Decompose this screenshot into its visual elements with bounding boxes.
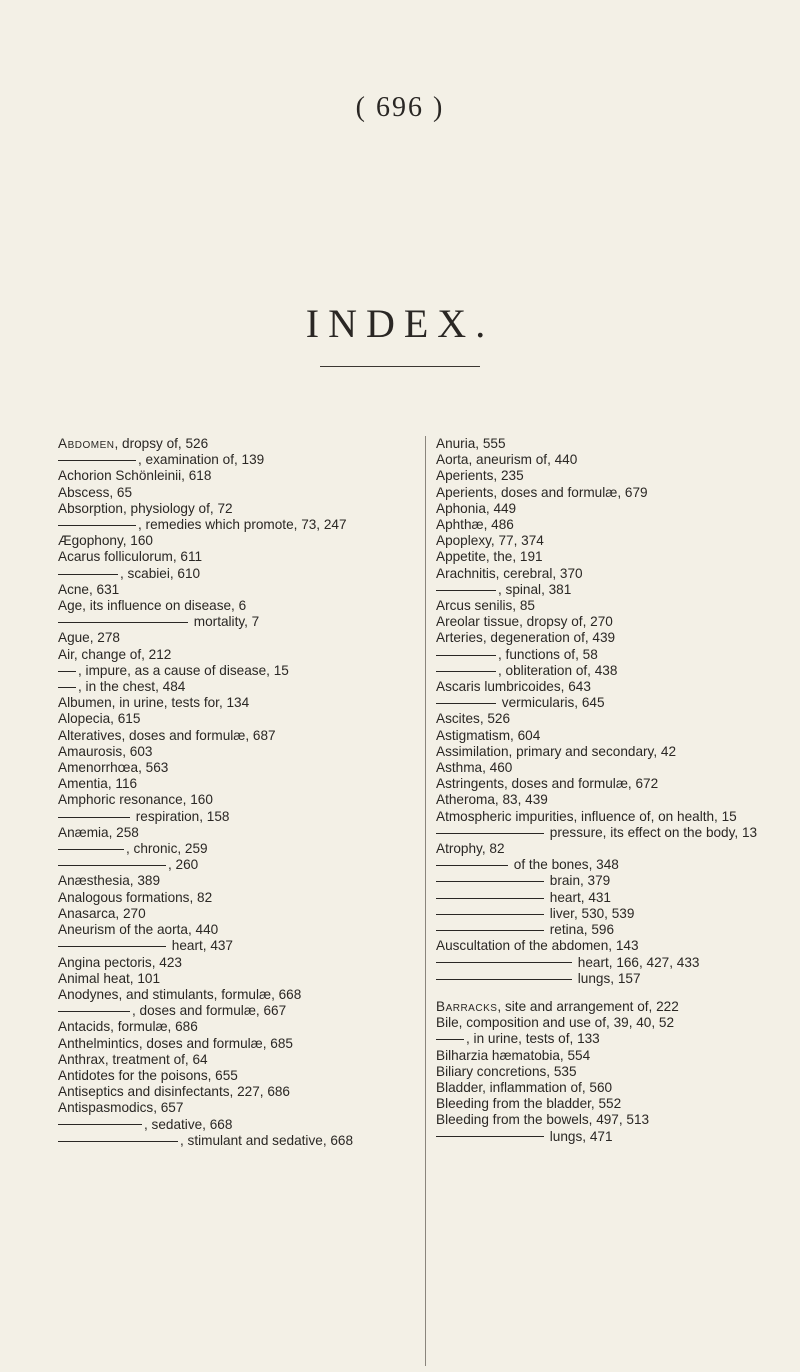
entry-text: Analogous formations, 82 [58, 889, 213, 905]
index-title: INDEX. [305, 301, 495, 346]
index-entry [58, 630, 412, 646]
entry-text: pressure, its effect on the body, 13 [546, 824, 758, 840]
entry-text: Aphthæ, 486 [436, 517, 514, 533]
entry-text: , scabiei, 610 [120, 565, 201, 581]
entry-text: mortality, 7 [190, 614, 260, 630]
entry-text: of the bones, 348 [510, 857, 619, 873]
index-entry [58, 468, 412, 484]
ditto-rule [58, 865, 166, 866]
ditto-rule [58, 460, 136, 461]
index-entry [436, 436, 776, 452]
entry-text: Anasarca, 270 [58, 905, 146, 921]
entry-text: , spinal, 381 [498, 581, 572, 597]
index-column-right [436, 436, 776, 1145]
index-entry [436, 468, 776, 484]
index-entry [58, 841, 412, 857]
index-entry [436, 566, 776, 582]
index-entry [58, 1084, 412, 1100]
index-entry [58, 452, 412, 468]
entry-text: Auscultation of the abdomen, 143 [436, 938, 639, 954]
entry-text: Amaurosis, 603 [58, 743, 153, 759]
ditto-rule [58, 1011, 130, 1012]
index-entry [436, 906, 776, 922]
index-entry [58, 776, 412, 792]
index-entry [436, 809, 776, 825]
entry-text: Anodynes, and stimulants, formulæ, 668 [58, 986, 302, 1002]
entry-text: Acne, 631 [58, 581, 120, 597]
entry-text: Antispasmodics, 657 [58, 1100, 184, 1116]
index-entry [436, 999, 776, 1015]
index-entry [58, 1052, 412, 1068]
entry-text: Arteries, degeneration of, 439 [436, 630, 616, 646]
ditto-rule [436, 979, 572, 980]
index-entry [58, 792, 412, 808]
ditto-rule [58, 671, 76, 672]
index-entry [436, 647, 776, 663]
entry-text: , site and arrangement of, 222 [497, 998, 679, 1014]
entry-text: Atrophy, 82 [436, 841, 505, 857]
entry-text: Age, its influence on disease, 6 [58, 598, 247, 614]
index-entry [436, 744, 776, 760]
entry-text: Amphoric resonance, 160 [58, 792, 213, 808]
entry-text: , in urine, tests of, 133 [466, 1031, 600, 1047]
entry-text: , obliteration of, 438 [498, 662, 618, 678]
title-rule [320, 366, 480, 367]
index-entry [436, 679, 776, 695]
section-gap [436, 987, 776, 999]
ditto-rule [436, 1039, 464, 1040]
entry-text: respiration, 158 [132, 808, 230, 824]
entry-text: Antacids, formulæ, 686 [58, 1019, 198, 1035]
entry-text: , sedative, 668 [144, 1116, 233, 1132]
ditto-rule [58, 1124, 142, 1125]
entry-text: Asthma, 460 [436, 760, 513, 776]
index-entry [436, 890, 776, 906]
entry-text: , dropsy of, 526 [114, 436, 209, 451]
ditto-rule [58, 622, 188, 623]
index-entry [58, 728, 412, 744]
index-entry [436, 922, 776, 938]
index-entry [58, 971, 412, 987]
entry-text: , 260 [168, 857, 199, 873]
index-entry [436, 1129, 776, 1145]
index-entry [436, 501, 776, 517]
entry-text: Astigmatism, 604 [436, 727, 541, 743]
entry-text: , remedies which promote, 73, 247 [138, 517, 347, 533]
entry-text: Anæmia, 258 [58, 824, 139, 840]
entry-text: , in the chest, 484 [78, 679, 186, 695]
entry-text: Assimilation, primary and secondary, 42 [436, 743, 677, 759]
index-entry [58, 614, 412, 630]
entry-text: Astringents, doses and formulæ, 672 [436, 776, 659, 792]
entry-text: Aorta, aneurism of, 440 [436, 452, 578, 468]
entry-text: Ægophony, 160 [58, 533, 153, 549]
index-entry [58, 679, 412, 695]
index-entry [436, 873, 776, 889]
index-entry [58, 906, 412, 922]
index-entry [436, 1031, 776, 1047]
entry-text: Animal heat, 101 [58, 970, 161, 986]
entry-text: brain, 379 [546, 873, 611, 889]
index-entry [58, 987, 412, 1003]
entry-heading: Abdomen [58, 436, 115, 451]
entry-text: Acarus folliculorum, 611 [58, 549, 203, 565]
ditto-rule [436, 590, 496, 591]
entry-text: Bile, composition and use of, 39, 40, 52 [436, 1015, 675, 1031]
index-entry [436, 517, 776, 533]
entry-text: Anæsthesia, 389 [58, 873, 161, 889]
index-entry [436, 728, 776, 744]
ditto-rule [436, 865, 508, 866]
index-entry [436, 533, 776, 549]
entry-text: Areolar tissue, dropsy of, 270 [436, 614, 613, 630]
ditto-rule [58, 946, 166, 947]
index-entry [436, 630, 776, 646]
entry-text: Bleeding from the bowels, 497, 513 [436, 1112, 650, 1128]
ditto-rule [436, 930, 544, 931]
index-entry [58, 436, 412, 452]
index-entry [58, 1117, 412, 1133]
index-entry [58, 938, 412, 954]
index-entry [58, 857, 412, 873]
entry-text: liver, 530, 539 [546, 905, 635, 921]
ditto-rule [58, 574, 118, 575]
ditto-rule [436, 833, 544, 834]
ditto-rule [436, 881, 544, 882]
entry-text: Appetite, the, 191 [436, 549, 543, 565]
index-entry [436, 1096, 776, 1112]
index-entry [58, 517, 412, 533]
entry-text: Bleeding from the bladder, 552 [436, 1096, 622, 1112]
entry-text: Alopecia, 615 [58, 711, 141, 727]
index-entry [436, 971, 776, 987]
ditto-rule [436, 671, 496, 672]
index-entry [436, 792, 776, 808]
index-entry [58, 1100, 412, 1116]
entry-text: Antiseptics and disinfectants, 227, 686 [58, 1084, 290, 1100]
entry-text: Abscess, 65 [58, 484, 133, 500]
index-entry [436, 938, 776, 954]
page-number: ( 696 ) [355, 92, 445, 123]
entry-heading: Barracks [436, 998, 498, 1014]
ditto-rule [436, 655, 496, 656]
entry-text: , doses and formulæ, 667 [132, 1003, 287, 1019]
index-entry [436, 695, 776, 711]
index-entry [436, 857, 776, 873]
entry-text: Apoplexy, 77, 374 [436, 533, 544, 549]
index-entry [436, 663, 776, 679]
index-entry [58, 582, 412, 598]
index-entry [436, 614, 776, 630]
entry-text: heart, 437 [168, 938, 233, 954]
ditto-rule [58, 1141, 178, 1142]
entry-text: retina, 596 [546, 922, 615, 938]
index-entry [58, 711, 412, 727]
entry-text: Anthelmintics, doses and formulæ, 685 [58, 1035, 293, 1051]
entry-text: Aperients, 235 [436, 468, 524, 484]
entry-text: Biliary concretions, 535 [436, 1063, 577, 1079]
entry-text: Bilharzia hæmatobia, 554 [436, 1047, 591, 1063]
index-entry [58, 760, 412, 776]
index-entry [436, 1048, 776, 1064]
index-entry [436, 1080, 776, 1096]
index-entry [58, 598, 412, 614]
index-entry [436, 955, 776, 971]
entry-text: Amenorrhœa, 563 [58, 760, 169, 776]
ditto-rule [436, 898, 544, 899]
entry-text: Aneurism of the aorta, 440 [58, 922, 219, 938]
entry-text: heart, 166, 427, 433 [574, 954, 700, 970]
entry-text: Alteratives, doses and formulæ, 687 [58, 727, 276, 743]
entry-text: Arachnitis, cerebral, 370 [436, 565, 583, 581]
index-column-left [58, 436, 412, 1149]
index-entry [58, 663, 412, 679]
index-entry [58, 1003, 412, 1019]
entry-text: Atmospheric impurities, influence of, on health, 15 [436, 808, 737, 824]
ditto-rule [58, 687, 76, 688]
entry-text: , functions of, 58 [498, 646, 598, 662]
ditto-rule [436, 703, 496, 704]
entry-text: , examination of, 139 [138, 452, 265, 468]
index-entry [58, 566, 412, 582]
entry-text: , chronic, 259 [126, 841, 208, 857]
index-entry [58, 647, 412, 663]
entry-text: Atheroma, 83, 439 [436, 792, 548, 808]
ditto-rule [58, 849, 124, 850]
index-entry [436, 711, 776, 727]
entry-text: Arcus senilis, 85 [436, 598, 535, 614]
index-entry [436, 452, 776, 468]
entry-text: lungs, 471 [546, 1128, 613, 1144]
index-entry [58, 1068, 412, 1084]
entry-text: Angina pectoris, 423 [58, 954, 182, 970]
entry-text: Amentia, 116 [58, 776, 138, 792]
index-entry [58, 744, 412, 760]
entry-text: Antidotes for the poisons, 655 [58, 1067, 238, 1083]
ditto-rule [436, 962, 572, 963]
entry-text: vermicularis, 645 [498, 695, 605, 711]
ditto-rule [58, 817, 130, 818]
index-entry [436, 485, 776, 501]
column-divider [425, 436, 426, 1366]
ditto-rule [58, 525, 136, 526]
entry-text: , impure, as a cause of disease, 15 [78, 662, 289, 678]
index-entry [436, 841, 776, 857]
index-entry [436, 776, 776, 792]
entry-text: heart, 431 [546, 889, 611, 905]
index-entry [58, 485, 412, 501]
index-entry [58, 501, 412, 517]
entry-text: Aphonia, 449 [436, 500, 517, 516]
index-entry [58, 549, 412, 565]
entry-text: , stimulant and sedative, 668 [180, 1132, 354, 1148]
index-entry [58, 1019, 412, 1035]
index-entry [58, 955, 412, 971]
index-entry [436, 760, 776, 776]
entry-text: Albumen, in urine, tests for, 134 [58, 695, 250, 711]
entry-text: Ascites, 526 [436, 711, 511, 727]
entry-text: Achorion Schönleinii, 618 [58, 468, 212, 484]
index-entry [436, 1015, 776, 1031]
entry-text: Bladder, inflammation of, 560 [436, 1079, 613, 1095]
index-entry [58, 890, 412, 906]
entry-text: Aperients, doses and formulæ, 679 [436, 484, 648, 500]
index-entry [436, 549, 776, 565]
index-entry [58, 825, 412, 841]
index-entry [58, 873, 412, 889]
entry-text: Absorption, physiology of, 72 [58, 500, 233, 516]
index-entry [436, 825, 776, 841]
ditto-rule [436, 1136, 544, 1137]
entry-text: Air, change of, 212 [58, 646, 172, 662]
index-entry [58, 533, 412, 549]
entry-text: Ascaris lumbricoides, 643 [436, 679, 591, 695]
index-entry [58, 695, 412, 711]
ditto-rule [436, 914, 544, 915]
index-entry [58, 1036, 412, 1052]
index-entry [58, 1133, 412, 1149]
index-entry [58, 922, 412, 938]
entry-text: Ague, 278 [58, 630, 120, 646]
index-entry [436, 598, 776, 614]
entry-text: Anthrax, treatment of, 64 [58, 1051, 208, 1067]
entry-text: lungs, 157 [574, 970, 641, 986]
index-entry [58, 809, 412, 825]
index-entry [436, 1064, 776, 1080]
entry-text: Anuria, 555 [436, 436, 506, 451]
index-entry [436, 1112, 776, 1128]
index-entry [436, 582, 776, 598]
